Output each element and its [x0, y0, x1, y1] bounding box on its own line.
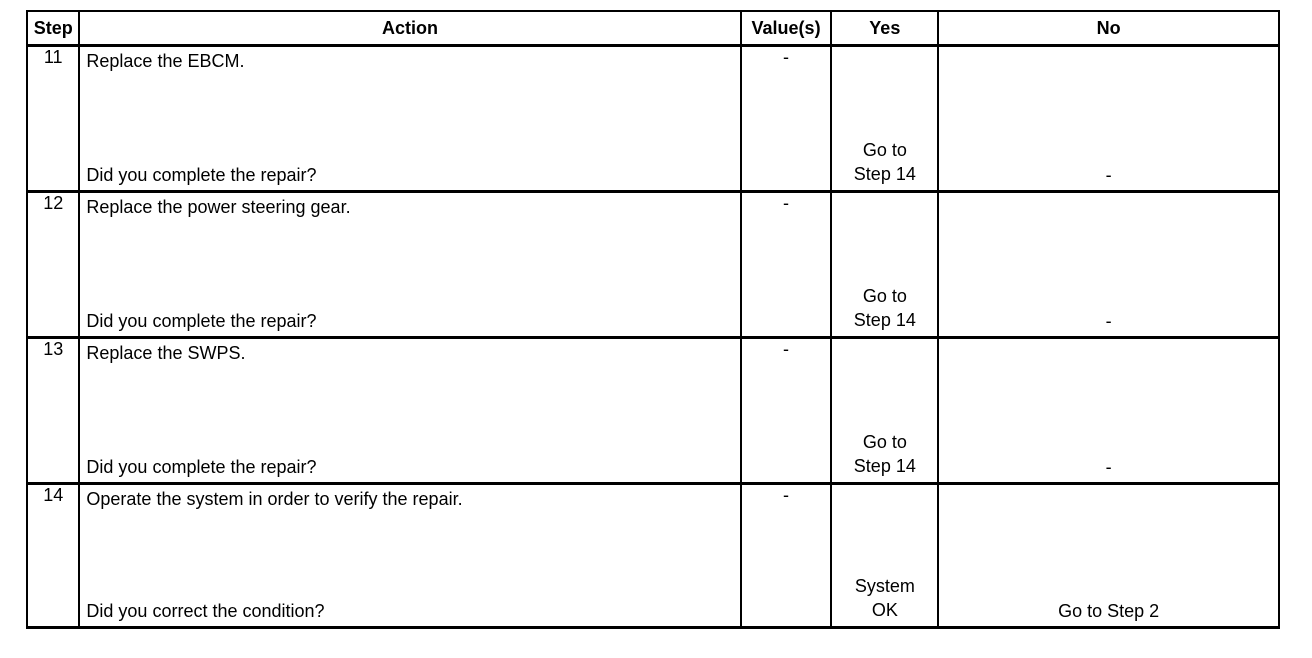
header-values: Value(s) [741, 11, 832, 46]
yes-text [832, 284, 937, 332]
table-row [27, 192, 1279, 338]
no-cell [938, 484, 1279, 628]
yes-text [832, 138, 937, 186]
no-cell [938, 192, 1279, 338]
yes-line-1: Go to [862, 140, 907, 160]
step-number: 13 [27, 338, 79, 484]
yes-line-2: Step 14 [853, 164, 916, 184]
yes-cell [831, 46, 938, 192]
no-cell [938, 46, 1279, 192]
action-text: Replace the power steering gear. [86, 197, 351, 217]
action-cell [79, 338, 740, 484]
action-text: Replace the SWPS. [86, 343, 246, 363]
table-row [27, 338, 1279, 484]
yes-cell [831, 484, 938, 628]
action-cell [79, 484, 740, 628]
action-text: Replace the EBCM. [86, 51, 245, 71]
no-cell [938, 338, 1279, 484]
action-cell [79, 46, 740, 192]
diagnostic-table [26, 10, 1280, 629]
yes-line-2: OK [871, 600, 898, 620]
step-number: 14 [27, 484, 79, 628]
values-cell: - [741, 46, 832, 192]
yes-line-1: Go to [862, 286, 907, 306]
header-no: No [938, 11, 1279, 46]
no-text: - [1105, 311, 1112, 331]
no-text: - [1105, 165, 1112, 185]
question-text: Did you correct the condition? [86, 601, 325, 621]
header-action: Action [79, 11, 740, 46]
action-text: Operate the system in order to verify the repair. [86, 489, 463, 509]
yes-line-1: Go to [862, 432, 907, 452]
yes-line-1: System [854, 576, 915, 596]
header-row [27, 11, 1279, 46]
yes-cell [831, 192, 938, 338]
values-cell: - [741, 484, 832, 628]
header-step: Step [27, 11, 79, 46]
yes-text [832, 574, 937, 622]
yes-text [832, 430, 937, 478]
values-cell: - [741, 192, 832, 338]
no-text: Go to Step 2 [1058, 601, 1160, 621]
question-text: Did you complete the repair? [86, 457, 317, 477]
yes-line-2: Step 14 [853, 456, 916, 476]
values-cell: - [741, 338, 832, 484]
table-row [27, 46, 1279, 192]
header-yes: Yes [831, 11, 938, 46]
question-text: Did you complete the repair? [86, 165, 317, 185]
question-text: Did you complete the repair? [86, 311, 317, 331]
step-number: 12 [27, 192, 79, 338]
step-number: 11 [27, 46, 79, 192]
table-row [27, 484, 1279, 628]
yes-cell [831, 338, 938, 484]
yes-line-2: Step 14 [853, 310, 916, 330]
action-cell [79, 192, 740, 338]
no-text: - [1105, 457, 1112, 477]
